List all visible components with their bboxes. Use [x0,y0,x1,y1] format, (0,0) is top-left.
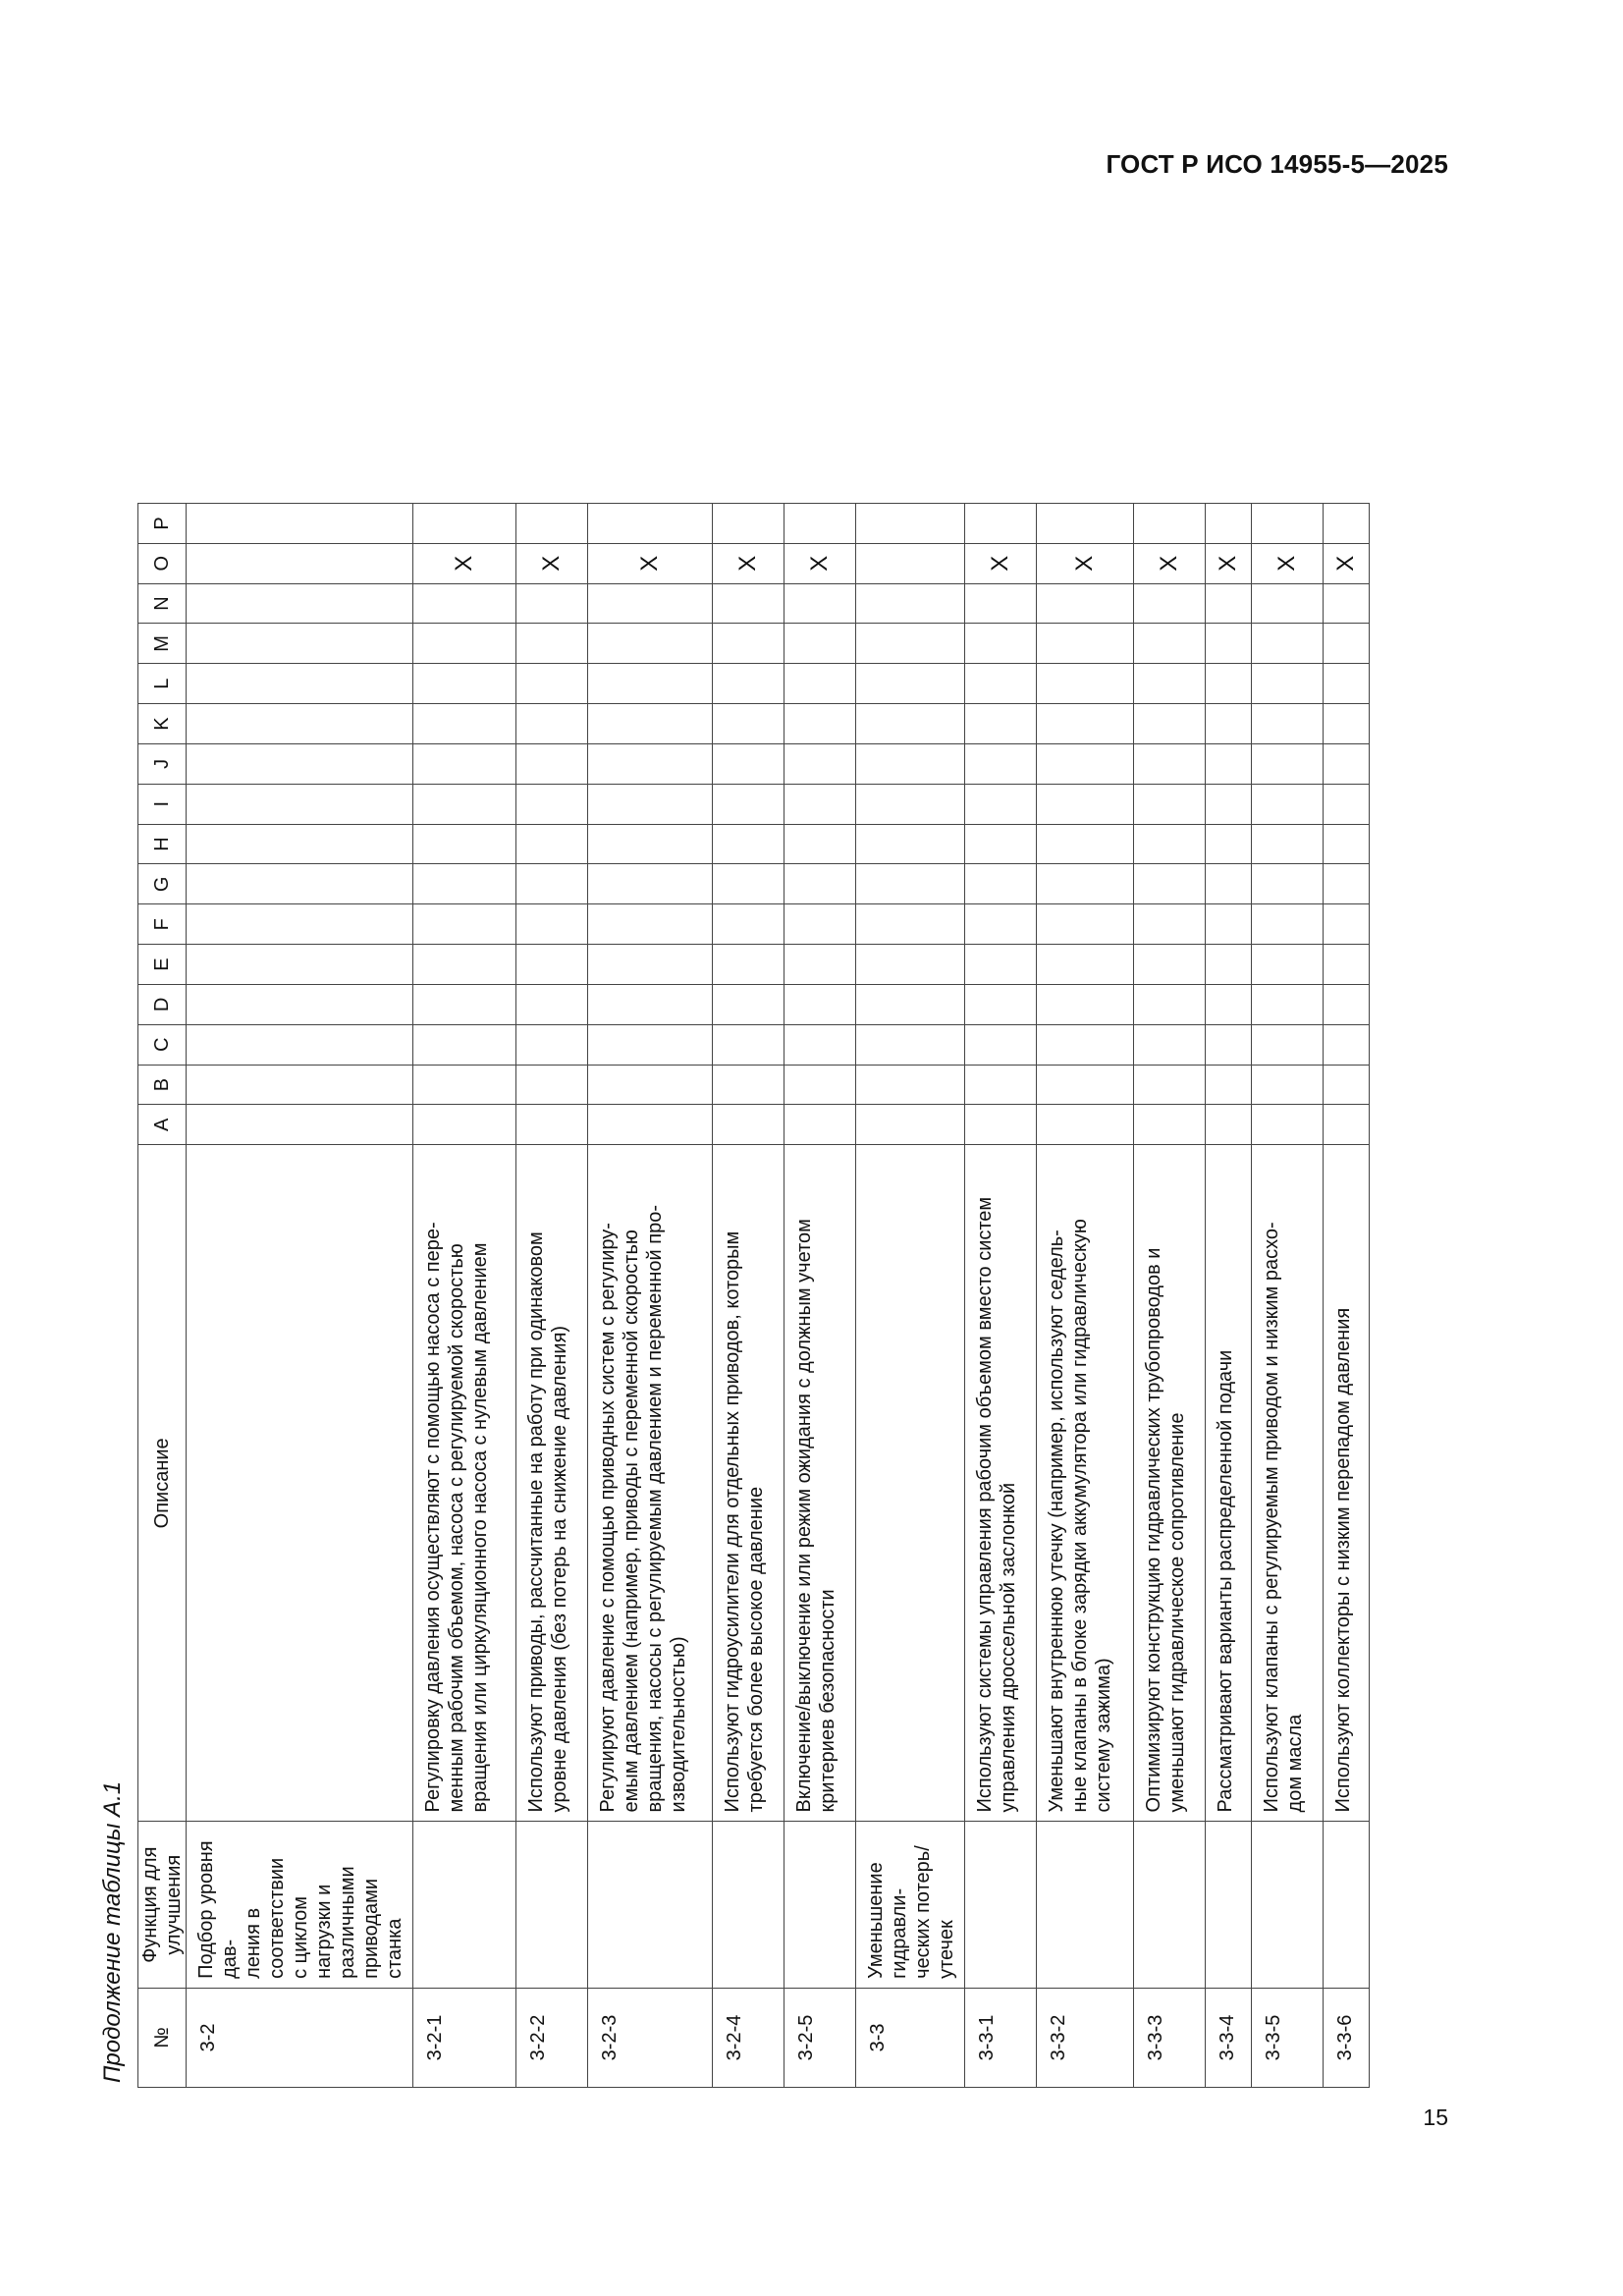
mark-cell-g [1206,864,1252,904]
rotated-table-container [98,227,1389,2088]
header-letter-k: K [138,704,187,744]
mark-cell-l [1134,664,1206,704]
mark-cell-j [187,743,413,784]
mark-cell-f [413,904,516,945]
mark-cell-e [713,945,784,985]
mark-cell-e [1206,945,1252,985]
mark-cell-h [1324,824,1370,864]
header-letter-p: P [138,504,187,544]
mark-cell-k [588,704,713,744]
header-function: Функция для улучшения [138,1822,187,1988]
table-row [784,228,856,2088]
mark-cell-p [713,504,784,544]
header-num: № [138,1988,187,2087]
row-function [713,1822,784,1988]
mark-cell-g [713,864,784,904]
mark-cell-g [516,864,588,904]
mark-cell-d [1134,984,1206,1024]
header-letter-l: L [138,664,187,704]
mark-cell-o: X [1037,543,1134,583]
mark-cell-n [413,583,516,624]
row-number: 3-3-4 [1206,1988,1252,2087]
table-row [1252,228,1324,2088]
mark-cell-n [1037,583,1134,624]
row-description: Рассматривают варианты распределенной подачи [1206,1145,1252,1822]
row-function [413,1822,516,1988]
mark-cell-b [856,1065,965,1105]
mark-cell-d [856,984,965,1024]
mark-cell-g [1252,864,1324,904]
header-letter-d: D [138,984,187,1024]
mark-cell-n [1134,583,1206,624]
mark-cell-h [588,824,713,864]
row-function [965,1822,1037,1988]
mark-cell-h [1037,824,1134,864]
row-function [784,1822,856,1988]
mark-cell-l [1206,664,1252,704]
mark-cell-i [784,784,856,824]
mark-cell-n [856,583,965,624]
mark-cell-j [856,743,965,784]
row-function: Подбор уровня дав- ления в соответствии с циклом нагрузки и различными приводами станка [187,1822,413,1988]
mark-cell-c [856,1024,965,1065]
header-letter-m: M [138,624,187,664]
mark-cell-c [187,1024,413,1065]
mark-cell-l [588,664,713,704]
mark-cell-m [1134,624,1206,664]
mark-cell-l [856,664,965,704]
row-number: 3-2 [187,1988,413,2087]
mark-cell-p [588,504,713,544]
mark-cell-e [784,945,856,985]
mark-cell-l [1324,664,1370,704]
mark-cell-k [965,704,1037,744]
mark-cell-p [516,504,588,544]
mark-cell-d [1037,984,1134,1024]
mark-cell-j [1324,743,1370,784]
row-description: Уменьшают внутреннюю утечку (например, используют седель- ные клапаны в блоке зарядки аккумулятора или гидравлическую систему зажима) [1037,1145,1134,1822]
mark-cell-b [965,1065,1037,1105]
mark-cell-m [516,624,588,664]
mark-cell-o [856,543,965,583]
mark-cell-c [713,1024,784,1065]
mark-cell-c [965,1024,1037,1065]
mark-cell-o: X [588,543,713,583]
row-number: 3-3-5 [1252,1988,1324,2087]
row-description [187,1145,413,1822]
mark-cell-i [1252,784,1324,824]
mark-cell-f [1252,904,1324,945]
mark-cell-i [1324,784,1370,824]
row-function [1206,1822,1252,1988]
mark-cell-b [1324,1065,1370,1105]
mark-cell-a [516,1105,588,1145]
mark-cell-g [1324,864,1370,904]
mark-cell-f [1206,904,1252,945]
mark-cell-j [516,743,588,784]
mark-cell-l [1252,664,1324,704]
row-description: Используют приводы, рассчитанные на работу при одинаковом уровне давления (без потерь на снижение давления) [516,1145,588,1822]
header-description: Описание [138,1145,187,1822]
mark-cell-g [856,864,965,904]
mark-cell-p [413,504,516,544]
row-number: 3-3-6 [1324,1988,1370,2087]
table-row [1037,228,1134,2088]
mark-cell-b [187,1065,413,1105]
mark-cell-h [1134,824,1206,864]
mark-cell-h [1206,824,1252,864]
mark-cell-f [1134,904,1206,945]
mark-cell-p [1206,504,1252,544]
mark-cell-l [187,664,413,704]
header-letter-n: N [138,583,187,624]
table-row [965,228,1037,2088]
row-number: 3-3-1 [965,1988,1037,2087]
mark-cell-n [784,583,856,624]
mark-cell-b [713,1065,784,1105]
mark-cell-k [516,704,588,744]
mark-cell-p [1324,504,1370,544]
header-letter-e: E [138,945,187,985]
row-description [856,1145,965,1822]
header-letter-i: I [138,784,187,824]
mark-cell-n [1324,583,1370,624]
table-row [1134,228,1206,2088]
mark-cell-e [187,945,413,985]
mark-cell-k [1037,704,1134,744]
mark-cell-c [1134,1024,1206,1065]
mark-cell-m [588,624,713,664]
header-letter-f: F [138,904,187,945]
mark-cell-e [1037,945,1134,985]
mark-cell-c [516,1024,588,1065]
mark-cell-e [856,945,965,985]
mark-cell-d [965,984,1037,1024]
mark-cell-o: X [516,543,588,583]
table-row [1324,228,1370,2088]
table-row [187,228,413,2088]
header-letter-j: J [138,743,187,784]
mark-cell-l [1037,664,1134,704]
mark-cell-e [1324,945,1370,985]
mark-cell-j [784,743,856,784]
mark-cell-o: X [413,543,516,583]
improvement-table [137,227,1370,2088]
mark-cell-p [1134,504,1206,544]
mark-cell-d [1206,984,1252,1024]
mark-cell-d [516,984,588,1024]
mark-cell-c [1206,1024,1252,1065]
mark-cell-h [784,824,856,864]
table-row [516,228,588,2088]
mark-cell-j [413,743,516,784]
mark-cell-f [784,904,856,945]
row-function [1134,1822,1206,1988]
mark-cell-i [1206,784,1252,824]
table-row [1206,228,1252,2088]
mark-cell-m [187,624,413,664]
mark-cell-h [187,824,413,864]
mark-cell-k [1324,704,1370,744]
mark-cell-f [187,904,413,945]
mark-cell-j [1037,743,1134,784]
mark-cell-n [713,583,784,624]
mark-cell-f [856,904,965,945]
mark-cell-b [1037,1065,1134,1105]
row-description: Регулируют давление с помощью приводных систем с регулиру- емым давлением (например, приводы с переменной скоростью вращения, насосы с регулируемым давлением и переменной про- изводительностью) [588,1145,713,1822]
row-function [516,1822,588,1988]
table-body [187,228,1370,2088]
mark-cell-p [856,504,965,544]
row-description: Используют гидроусилители для отдельных приводов, которым требуется более высокое давление [713,1145,784,1822]
mark-cell-a [1037,1105,1134,1145]
mark-cell-a [413,1105,516,1145]
row-description: Включение/выключение или режим ожидания с должным учетом критериев безопасности [784,1145,856,1822]
mark-cell-m [1324,624,1370,664]
mark-cell-o: X [713,543,784,583]
mark-cell-c [588,1024,713,1065]
mark-cell-g [1134,864,1206,904]
table-row [413,228,516,2088]
mark-cell-b [516,1065,588,1105]
mark-cell-m [413,624,516,664]
mark-cell-l [413,664,516,704]
mark-cell-o [187,543,413,583]
header-letter-h: H [138,824,187,864]
mark-cell-i [713,784,784,824]
mark-cell-a [187,1105,413,1145]
header-letter-b: B [138,1065,187,1105]
mark-cell-k [187,704,413,744]
mark-cell-h [713,824,784,864]
mark-cell-f [713,904,784,945]
header-letter-o: O [138,543,187,583]
row-number: 3-3-2 [1037,1988,1134,2087]
row-number: 3-3 [856,1988,965,2087]
header-letter-a: A [138,1105,187,1145]
row-number: 3-2-5 [784,1988,856,2087]
mark-cell-a [1324,1105,1370,1145]
row-function [588,1822,713,1988]
mark-cell-p [1252,504,1324,544]
row-function [1324,1822,1370,1988]
mark-cell-c [784,1024,856,1065]
mark-cell-d [413,984,516,1024]
mark-cell-h [965,824,1037,864]
mark-cell-k [1134,704,1206,744]
mark-cell-o: X [1206,543,1252,583]
mark-cell-g [1037,864,1134,904]
mark-cell-a [784,1105,856,1145]
table-row [856,228,965,2088]
mark-cell-j [965,743,1037,784]
mark-cell-i [856,784,965,824]
page-number: 15 [1423,2105,1448,2130]
mark-cell-h [1252,824,1324,864]
mark-cell-b [413,1065,516,1105]
header-letter-c: C [138,1024,187,1065]
mark-cell-j [1206,743,1252,784]
mark-cell-d [713,984,784,1024]
mark-cell-j [1134,743,1206,784]
mark-cell-e [965,945,1037,985]
mark-cell-g [588,864,713,904]
row-number: 3-3-3 [1134,1988,1206,2087]
mark-cell-p [1037,504,1134,544]
mark-cell-e [588,945,713,985]
mark-cell-k [413,704,516,744]
row-description: Используют клапаны с регулируемым приводом и низким расхо- дом масла [1252,1145,1324,1822]
mark-cell-b [1206,1065,1252,1105]
mark-cell-h [856,824,965,864]
mark-cell-e [413,945,516,985]
mark-cell-p [187,504,413,544]
mark-cell-g [187,864,413,904]
mark-cell-f [1037,904,1134,945]
mark-cell-k [713,704,784,744]
mark-cell-d [588,984,713,1024]
mark-cell-e [1134,945,1206,985]
mark-cell-m [856,624,965,664]
table-row [713,228,784,2088]
mark-cell-h [413,824,516,864]
table-row [588,228,713,2088]
mark-cell-k [1206,704,1252,744]
mark-cell-n [1206,583,1252,624]
mark-cell-b [1134,1065,1206,1105]
mark-cell-e [1252,945,1324,985]
row-function [1252,1822,1324,1988]
mark-cell-i [1134,784,1206,824]
mark-cell-i [1037,784,1134,824]
mark-cell-k [856,704,965,744]
mark-cell-a [965,1105,1037,1145]
mark-cell-l [965,664,1037,704]
mark-cell-i [516,784,588,824]
mark-cell-k [784,704,856,744]
mark-cell-p [784,504,856,544]
mark-cell-o: X [1324,543,1370,583]
header-letter-g: G [138,864,187,904]
mark-cell-m [713,624,784,664]
mark-cell-i [413,784,516,824]
mark-cell-b [784,1065,856,1105]
mark-cell-l [784,664,856,704]
mark-cell-g [965,864,1037,904]
row-number: 3-2-1 [413,1988,516,2087]
mark-cell-n [187,583,413,624]
mark-cell-f [516,904,588,945]
row-description: Регулировку давления осуществляют с помощью насоса с пере- менным рабочим объемом, насоса с регулируемой скоростью вращения или циркуляционного насоса с нулевым давлением [413,1145,516,1822]
mark-cell-d [1324,984,1370,1024]
mark-cell-m [1037,624,1134,664]
mark-cell-k [1252,704,1324,744]
row-number: 3-2-3 [588,1988,713,2087]
mark-cell-b [588,1065,713,1105]
mark-cell-b [1252,1065,1324,1105]
mark-cell-c [1252,1024,1324,1065]
mark-cell-a [713,1105,784,1145]
mark-cell-n [516,583,588,624]
mark-cell-g [784,864,856,904]
mark-cell-o: X [1134,543,1206,583]
mark-cell-m [784,624,856,664]
mark-cell-c [1324,1024,1370,1065]
mark-cell-a [1252,1105,1324,1145]
mark-cell-j [588,743,713,784]
mark-cell-c [1037,1024,1134,1065]
mark-cell-d [784,984,856,1024]
mark-cell-n [1252,583,1324,624]
row-function [1037,1822,1134,1988]
mark-cell-n [965,583,1037,624]
row-description: Оптимизируют конструкцию гидравлических трубопроводов и уменьшают гидравлическое сопротивление [1134,1145,1206,1822]
mark-cell-f [588,904,713,945]
mark-cell-e [516,945,588,985]
mark-cell-d [1252,984,1324,1024]
mark-cell-m [1252,624,1324,664]
mark-cell-i [588,784,713,824]
mark-cell-m [965,624,1037,664]
mark-cell-j [713,743,784,784]
mark-cell-a [1134,1105,1206,1145]
mark-cell-l [713,664,784,704]
mark-cell-i [965,784,1037,824]
row-number: 3-2-4 [713,1988,784,2087]
mark-cell-c [413,1024,516,1065]
mark-cell-h [516,824,588,864]
mark-cell-a [588,1105,713,1145]
mark-cell-j [1252,743,1324,784]
row-description: Используют системы управления рабочим объемом вместо систем управления дроссельной заслонкой [965,1145,1037,1822]
mark-cell-a [856,1105,965,1145]
mark-cell-n [588,583,713,624]
mark-cell-o: X [784,543,856,583]
mark-cell-l [516,664,588,704]
table-header-row [138,228,187,2088]
mark-cell-f [965,904,1037,945]
row-number: 3-2-2 [516,1988,588,2087]
mark-cell-a [1206,1105,1252,1145]
mark-cell-i [187,784,413,824]
mark-cell-p [965,504,1037,544]
mark-cell-d [187,984,413,1024]
mark-cell-m [1206,624,1252,664]
table-caption: Продолжение таблицы А.1 [99,1780,126,2083]
document-code: ГОСТ Р ИСО 14955-5—2025 [1106,149,1448,179]
mark-cell-o: X [1252,543,1324,583]
mark-cell-g [413,864,516,904]
mark-cell-f [1324,904,1370,945]
row-description: Используют коллекторы с низким перепадом давления [1324,1145,1370,1822]
mark-cell-o: X [965,543,1037,583]
row-function: Уменьшение гидравли- ческих потерь/утечек [856,1822,965,1988]
